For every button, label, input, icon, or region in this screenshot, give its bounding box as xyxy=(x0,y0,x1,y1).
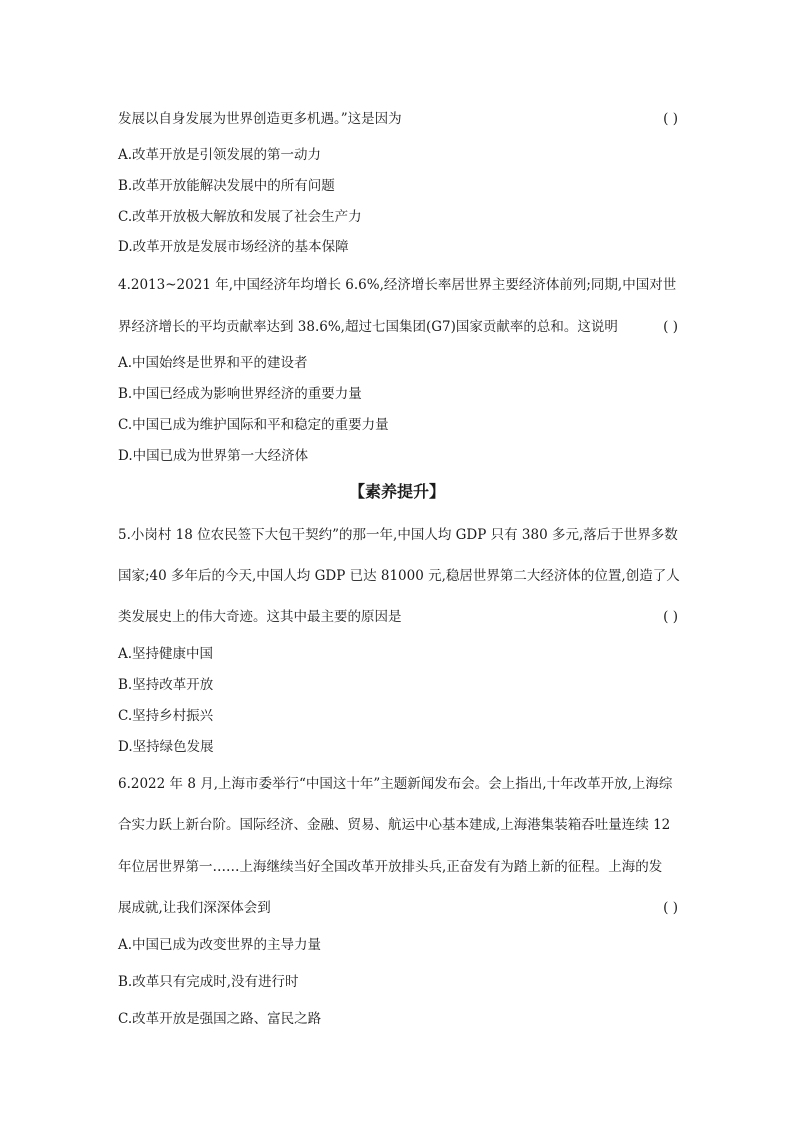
q5-option-b: B.坚持改革开放 xyxy=(118,677,214,693)
q6-stem-line-4 xyxy=(118,899,678,917)
q4-option-d: D.中国已成为世界第一大经济体 xyxy=(118,448,309,464)
q5-stem-line-2: 国家;40 多年后的今天,中国人均 GDP 已达 81000 元,稳居世界第二大经济体的位置,创造了人 xyxy=(118,568,680,584)
q6-stem-line-1: 6.2022 年 8 月,上海市委举行“中国这十年”主题新闻发布会。会上指出,十年改革开放,上海综 xyxy=(118,776,673,792)
q3-option-b: B.改革开放能解决发展中的所有问题 xyxy=(118,178,335,194)
q4-stem-line-1: 4.2013~2021 年,中国经济年均增长 6.6%,经济增长率居世界主要经济体前列;同期,中国对世 xyxy=(118,277,677,293)
q5-answer-blank: ( ) xyxy=(663,609,678,625)
q3-answer-blank: ( ) xyxy=(663,111,678,127)
q5-option-c: C.坚持乡村振兴 xyxy=(118,708,214,724)
q4-answer-blank: ( ) xyxy=(663,319,678,335)
q6-option-c: C.改革开放是强国之路、富民之路 xyxy=(118,1011,322,1027)
q3-stem-line xyxy=(118,110,678,128)
q5-option-d: D.坚持绿色发展 xyxy=(118,739,214,755)
q3-option-c: C.改革开放极大解放和发展了社会生产力 xyxy=(118,209,362,225)
q4-option-b: B.中国已经成为影响世界经济的重要力量 xyxy=(118,386,362,402)
q3-option-d: D.改革开放是发展市场经济的基本保障 xyxy=(118,239,349,255)
section-heading: 【素养提升】 xyxy=(348,482,445,501)
q3-stem-text: 发展以自身发展为世界创造更多机遇。”这是因为 xyxy=(118,111,402,127)
q4-option-a: A.中国始终是世界和平的建设者 xyxy=(118,355,308,371)
q6-stem-text: 展成就,让我们深深体会到 xyxy=(118,900,271,916)
q6-option-b: B.改革只有完成时,没有进行时 xyxy=(118,974,299,990)
q4-option-c: C.中国已成为维护国际和平和稳定的重要力量 xyxy=(118,417,389,433)
q4-stem-text: 界经济增长的平均贡献率达到 38.6%,超过七国集团(G7)国家贡献率的总和。这说明 xyxy=(118,319,618,335)
q5-stem-line-3 xyxy=(118,608,678,626)
q5-option-a: A.坚持健康中国 xyxy=(118,646,214,662)
q5-stem-line-1: 5.小岗村 18 位农民签下大包干契约”的那一年,中国人均 GDP 只有 380 多元,落后于世界多数 xyxy=(118,527,678,543)
q6-stem-line-2: 合实力跃上新台阶。国际经济、金融、贸易、航运中心基本建成,上海港集装箱吞吐量连续 12 xyxy=(118,817,671,833)
q6-option-a: A.中国已成为改变世界的主导力量 xyxy=(118,937,322,953)
q4-stem-line-2 xyxy=(118,318,678,336)
q6-answer-blank: ( ) xyxy=(663,900,678,916)
q5-stem-text: 类发展史上的伟大奇迹。这其中最主要的原因是 xyxy=(118,609,402,625)
q6-stem-line-3: 年位居世界第一……上海继续当好全国改革开放排头兵,正奋发有为踏上新的征程。上海的发 xyxy=(118,859,663,875)
q3-option-a: A.改革开放是引领发展的第一动力 xyxy=(118,147,322,163)
